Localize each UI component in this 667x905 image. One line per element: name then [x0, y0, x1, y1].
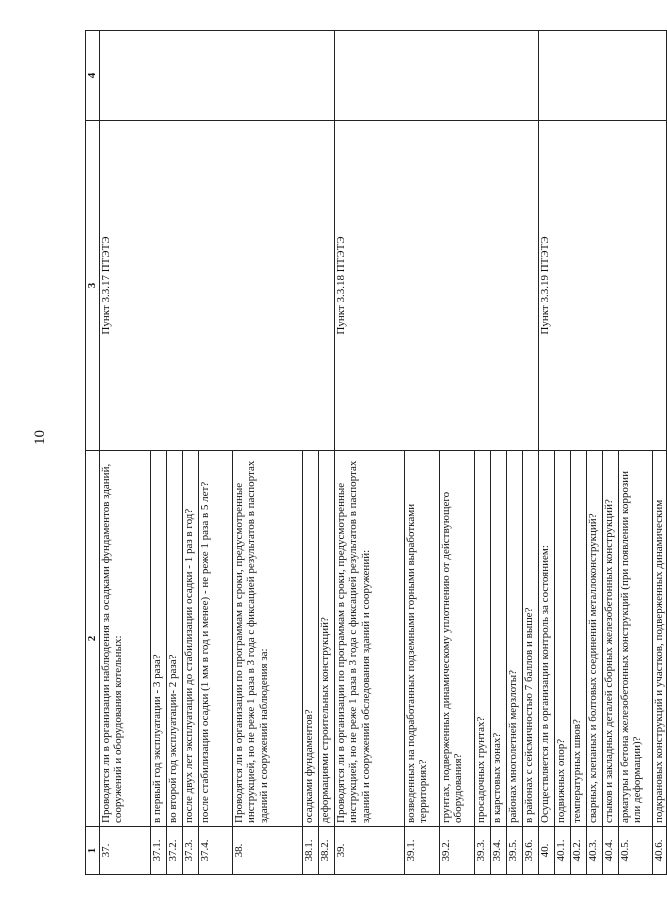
row-text: в карстовых зонах?: [491, 451, 507, 827]
row-text: подвижных опор?: [555, 451, 571, 827]
row-number: 40.4.: [603, 827, 619, 875]
row-number: 39.3.: [475, 827, 491, 875]
row-text: во второй год эксплуатации- 2 раза?: [167, 451, 183, 827]
row-number: 40.2.: [571, 827, 587, 875]
rotated-page: [85, 31, 665, 875]
reference-cell: Пункт 3.3.19 ПТЭТЭ: [539, 121, 667, 451]
header-col-4: 4: [86, 31, 100, 121]
notes-cell: [539, 31, 667, 121]
row-text: возведенных на подработанных подземными горными выработками территориях?: [405, 451, 440, 827]
row-number: 39.5.: [507, 827, 523, 875]
row-number: 39.1.: [405, 827, 440, 875]
row-text: в первый год эксплуатации - 3 раза?: [151, 451, 167, 827]
row-text: после стабилизации осадки (1 мм в год и менее) - не реже 1 раза в 5 лет?: [199, 451, 233, 827]
row-text: после двух лет эксплуатации до стабилизации осадки - 1 раз в год?: [183, 451, 199, 827]
notes-cell: [100, 31, 335, 121]
row-text: Проводятся ли в организации по программам в сроки, предусмотренные инструкцией, но не реже 1 раза в 3 года с фиксацией результатов в паспортах зданий и сооружений обследования зданий и сооружений:: [335, 451, 405, 827]
row-text: Проводятся ли в организации по программам в сроки, предусмотренные инструкцией, но не реже 1 раза в 3 года с фиксацией результатов в паспортах зданий и сооружений наблюдения за:: [233, 451, 303, 827]
reference-cell: Пункт 3.3.18 ПТЭТЭ: [335, 121, 539, 451]
row-text: подкрановых конструкций и участков, подверженных динамическим: [653, 451, 667, 827]
reference-cell: Пункт 3.3.17 ПТЭТЭ: [100, 121, 335, 451]
row-number: 37.2.: [167, 827, 183, 875]
row-text: арматуры и бетона железобетонных конструкций (при появлении коррозии или деформации)?: [619, 451, 653, 827]
row-number: 37.: [100, 827, 151, 875]
row-number: 40.6.: [653, 827, 667, 875]
row-number: 38.2.: [319, 827, 335, 875]
row-text: сварных, клепаных и болтовых соединений металлоконструкций?: [587, 451, 603, 827]
row-number: 40.: [539, 827, 555, 875]
row-number: 37.1.: [151, 827, 167, 875]
notes-cell: [335, 31, 539, 121]
row-text: деформациями строительных конструкций?: [319, 451, 335, 827]
row-text: температурных швов?: [571, 451, 587, 827]
row-number: 37.4.: [199, 827, 233, 875]
row-number: 38.1.: [303, 827, 319, 875]
row-text: Проводятся ли в организации наблюдения за осадками фундаментов зданий, сооружений и оборудования котельных:: [100, 451, 151, 827]
row-text: просадочных грунтах?: [475, 451, 491, 827]
row-text: районах многолетней мерзлоты?: [507, 451, 523, 827]
row-number: 39.6.: [523, 827, 539, 875]
row-number: 40.3.: [587, 827, 603, 875]
row-number: 39.4.: [491, 827, 507, 875]
row-number: 38.: [233, 827, 303, 875]
checklist-table: [85, 30, 667, 875]
row-text: в районах с сейсмичностью 7 баллов и выше?: [523, 451, 539, 827]
row-number: 37.3.: [183, 827, 199, 875]
row-number: 40.5.: [619, 827, 653, 875]
header-col-2: 2: [86, 451, 100, 827]
page-number: 10: [32, 430, 48, 445]
row-number: 39.: [335, 827, 405, 875]
header-col-3: 3: [86, 121, 100, 451]
header-col-1: 1: [86, 827, 100, 875]
row-text: грунтах, подверженных динамическому уплотнению от действующего оборудования?: [440, 451, 475, 827]
row-text: Осуществляется ли в организации контроль за состоянием:: [539, 451, 555, 827]
row-number: 39.2.: [440, 827, 475, 875]
row-text: осадками фундаментов?: [303, 451, 319, 827]
row-number: 40.1.: [555, 827, 571, 875]
row-text: стыков и закладных деталей сборных железобетонных конструкций?: [603, 451, 619, 827]
